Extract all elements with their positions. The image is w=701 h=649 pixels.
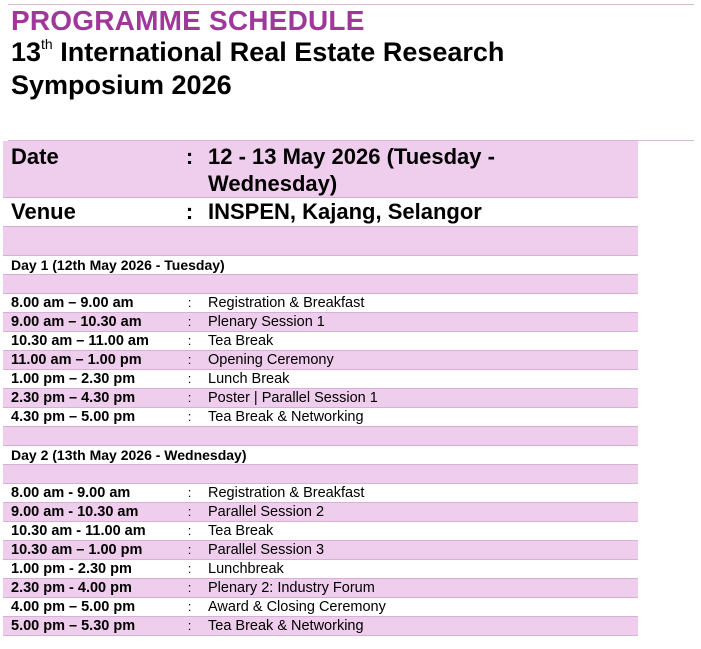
time-cell: 2.30 pm - 4.00 pm bbox=[11, 580, 132, 596]
separator-cell: : bbox=[187, 371, 192, 386]
date-label: Date bbox=[11, 144, 59, 169]
event-cell: Award & Closing Ceremony bbox=[208, 599, 386, 615]
table-row bbox=[3, 541, 638, 560]
event-cell: Parallel Session 3 bbox=[208, 542, 325, 558]
event-cell: Poster | Parallel Session 1 bbox=[208, 390, 378, 406]
time-cell: 8.00 am – 9.00 am bbox=[11, 295, 134, 311]
edition-number: 13 bbox=[11, 37, 42, 67]
event-cell: Lunch Break bbox=[208, 371, 290, 387]
day2-heading: Day 2 (13th May 2026 - Wednesday) bbox=[3, 446, 638, 465]
separator-cell: : bbox=[187, 352, 192, 367]
time-cell: 11.00 am – 1.00 pm bbox=[11, 352, 142, 368]
spacer-row bbox=[3, 465, 638, 484]
table-row bbox=[3, 522, 638, 541]
table-row bbox=[3, 332, 638, 351]
separator-cell: : bbox=[187, 542, 192, 557]
separator-cell: : bbox=[187, 333, 192, 348]
spacer-row bbox=[3, 427, 638, 446]
table-row bbox=[3, 389, 638, 408]
separator-cell: : bbox=[187, 485, 192, 500]
date-value-line1: 12 - 13 May 2026 (Tuesday - bbox=[208, 144, 495, 169]
time-cell: 10.30 am - 11.00 am bbox=[11, 523, 146, 539]
date-row bbox=[3, 141, 638, 198]
table-row bbox=[3, 408, 638, 427]
spacer-row bbox=[3, 227, 638, 256]
time-cell: 10.30 am – 11.00 am bbox=[11, 333, 149, 349]
event-cell: Registration & Breakfast bbox=[208, 485, 365, 501]
separator-cell: : bbox=[187, 580, 192, 595]
event-cell: Plenary Session 1 bbox=[208, 314, 325, 330]
event-cell: Tea Break & Networking bbox=[208, 409, 364, 425]
venue-label: Venue bbox=[11, 199, 76, 224]
date-value bbox=[202, 143, 638, 197]
separator-cell: : bbox=[187, 390, 192, 405]
event-cell: Parallel Session 2 bbox=[208, 504, 325, 520]
table-row bbox=[3, 351, 638, 370]
time-cell: 1.00 pm – 2.30 pm bbox=[11, 371, 136, 387]
event-cell: Tea Break bbox=[208, 333, 274, 349]
venue-row bbox=[3, 198, 638, 227]
separator-cell: : bbox=[187, 618, 192, 633]
date-value-line2: Wednesday) bbox=[208, 171, 338, 196]
schedule-table bbox=[3, 141, 638, 636]
table-row bbox=[3, 370, 638, 389]
separator-cell: : bbox=[187, 504, 192, 519]
time-cell: 4.30 pm – 5.00 pm bbox=[11, 409, 136, 425]
separator-cell: : bbox=[187, 295, 192, 310]
time-cell: 9.00 am – 10.30 am bbox=[11, 314, 142, 330]
table-row bbox=[3, 579, 638, 598]
time-cell: 2.30 pm – 4.30 pm bbox=[11, 390, 136, 406]
spacer-row bbox=[3, 275, 638, 294]
symposium-name: International Real Estate Research bbox=[52, 37, 505, 67]
table-row bbox=[3, 294, 638, 313]
table-row bbox=[3, 313, 638, 332]
event-cell: Plenary 2: Industry Forum bbox=[208, 580, 375, 596]
edition-suffix: th bbox=[41, 36, 53, 52]
day1-heading: Day 1 (12th May 2026 - Tuesday) bbox=[3, 256, 638, 275]
table-row bbox=[3, 503, 638, 522]
document-heading bbox=[11, 5, 671, 102]
separator-cell: : bbox=[187, 523, 192, 538]
date-separator: : bbox=[185, 144, 194, 169]
programme-title: PROGRAMME SCHEDULE bbox=[11, 5, 365, 36]
time-cell: 9.00 am - 10.30 am bbox=[11, 504, 139, 520]
event-cell: Tea Break bbox=[208, 523, 274, 539]
symposium-title-line1 bbox=[11, 36, 671, 69]
table-row bbox=[3, 484, 638, 503]
venue-separator: : bbox=[185, 199, 194, 224]
time-cell: 5.00 pm – 5.30 pm bbox=[11, 618, 136, 634]
event-cell: Tea Break & Networking bbox=[208, 618, 364, 634]
separator-cell: : bbox=[187, 599, 192, 614]
time-cell: 1.00 pm - 2.30 pm bbox=[11, 561, 132, 577]
separator-cell: : bbox=[187, 409, 192, 424]
event-cell: Opening Ceremony bbox=[208, 352, 334, 368]
time-cell: 8.00 am - 9.00 am bbox=[11, 485, 131, 501]
event-cell: Lunchbreak bbox=[208, 561, 284, 577]
table-row bbox=[3, 598, 638, 617]
separator-cell: : bbox=[187, 314, 192, 329]
symposium-title-line2: Symposium 2026 bbox=[11, 70, 232, 100]
table-row bbox=[3, 617, 638, 636]
table-row bbox=[3, 560, 638, 579]
venue-value: INSPEN, Kajang, Selangor bbox=[208, 199, 482, 224]
event-cell: Registration & Breakfast bbox=[208, 295, 365, 311]
time-cell: 10.30 am – 1.00 pm bbox=[11, 542, 143, 558]
time-cell: 4.00 pm – 5.00 pm bbox=[11, 599, 136, 615]
separator-cell: : bbox=[187, 561, 192, 576]
